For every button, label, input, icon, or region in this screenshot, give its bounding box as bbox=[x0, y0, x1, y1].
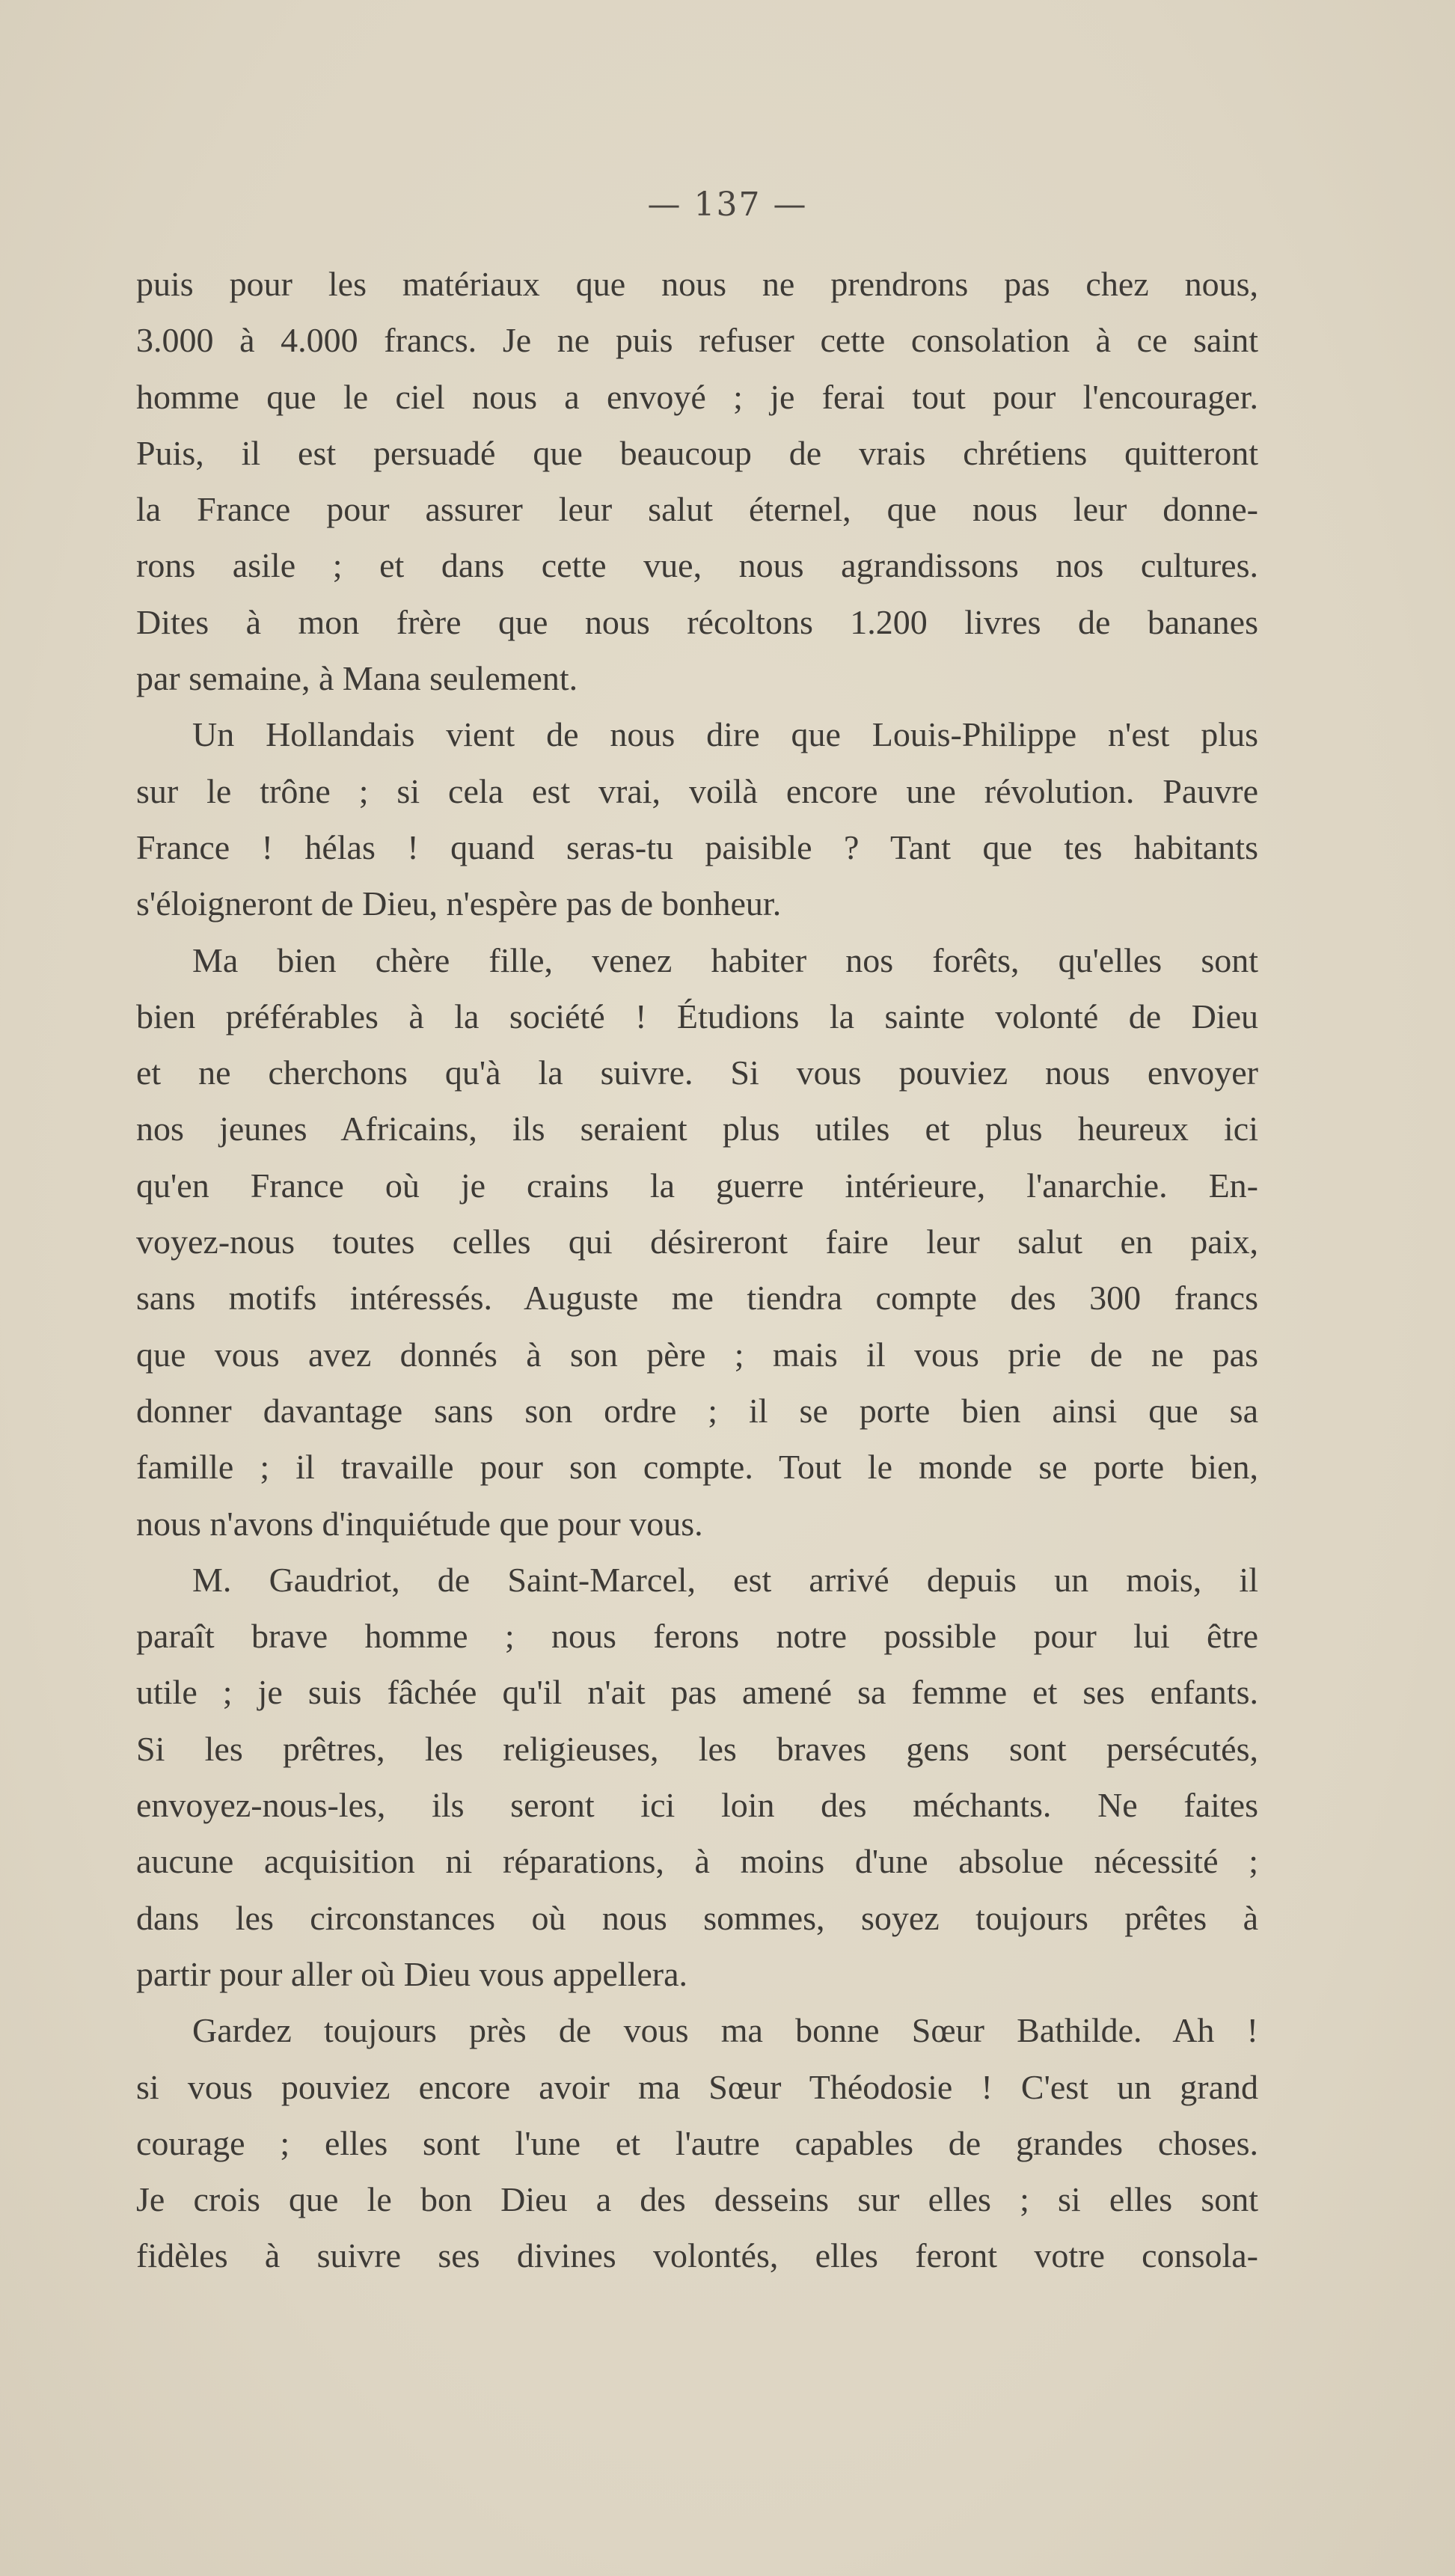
text-line: que vous avez donnés à son père ; mais il vous prie de ne pas bbox=[136, 1335, 1258, 1374]
text-line: fidèles à suivre ses divines volontés, elles feront votre consola- bbox=[136, 2236, 1258, 2275]
body-text bbox=[136, 256, 1258, 2284]
text-line: homme que le ciel nous a envoyé ; je ferai tout pour l'encourager. bbox=[136, 377, 1258, 416]
text-line: utile ; je suis fâchée qu'il n'ait pas amené sa femme et ses enfants. bbox=[136, 1673, 1258, 1712]
text-line: envoyez-nous-les, ils seront ici loin des méchants. Ne faites bbox=[136, 1786, 1258, 1825]
text-line: par semaine, à Mana seulement. bbox=[136, 659, 578, 698]
text-line: courage ; elles sont l'une et l'autre capables de grandes choses. bbox=[136, 2123, 1258, 2162]
paragraph-3 bbox=[136, 932, 1258, 1552]
text-line: Puis, il est persuadé que beaucoup de vrais chrétiens quitteront bbox=[136, 433, 1258, 472]
text-line: bien préférables à la société ! Étudions la sainte volonté de Dieu bbox=[136, 997, 1258, 1035]
paragraph-5 bbox=[136, 2002, 1258, 2283]
text-line: voyez-nous toutes celles qui désireront faire leur salut en paix, bbox=[136, 1223, 1258, 1261]
text-line: s'éloigneront de Dieu, n'espère pas de bonheur. bbox=[136, 884, 782, 923]
text-line: M. Gaudriot, de Saint-Marcel, est arrivé depuis un mois, il bbox=[192, 1560, 1258, 1599]
text-line: la France pour assurer leur salut éternel, que nous leur donne- bbox=[136, 490, 1258, 529]
page-number: — 137 — bbox=[647, 186, 808, 224]
text-line: et ne cherchons qu'à la suivre. Si vous pouviez nous envoyer bbox=[136, 1053, 1258, 1092]
text-line: aucune acquisition ni réparations, à moins d'une absolue nécessité ; bbox=[136, 1842, 1258, 1881]
paragraph-4 bbox=[136, 1552, 1258, 2002]
text-line: Si les prêtres, les religieuses, les braves gens sont persécutés, bbox=[136, 1729, 1258, 1768]
text-line: nous n'avons d'inquiétude que pour vous. bbox=[136, 1504, 703, 1543]
text-line: donner davantage sans son ordre ; il se porte bien ainsi que sa bbox=[136, 1391, 1258, 1430]
text-line: Dites à mon frère que nous récoltons 1.200 livres de bananes bbox=[136, 602, 1258, 641]
text-line: paraît brave homme ; nous ferons notre possible pour lui être bbox=[136, 1617, 1258, 1656]
text-line: sans motifs intéressés. Auguste me tiendra compte des 300 francs bbox=[136, 1279, 1258, 1318]
text-line: si vous pouviez encore avoir ma Sœur Théodosie ! C'est un grand bbox=[136, 2067, 1258, 2106]
paragraph-2 bbox=[136, 706, 1258, 931]
text-line: dans les circonstances où nous sommes, soyez toujours prêtes à bbox=[136, 1898, 1258, 1937]
text-line: Un Hollandais vient de nous dire que Louis-Philippe n'est plus bbox=[192, 715, 1258, 754]
paragraph-1 bbox=[136, 256, 1258, 706]
text-line: Je crois que le bon Dieu a des desseins sur elles ; si elles sont bbox=[136, 2180, 1258, 2219]
text-line: qu'en France où je crains la guerre intérieure, l'anarchie. En- bbox=[136, 1166, 1258, 1205]
text-line: Ma bien chère fille, venez habiter nos forêts, qu'elles sont bbox=[192, 940, 1258, 979]
text-line: nos jeunes Africains, ils seraient plus utiles et plus heureux ici bbox=[136, 1110, 1258, 1148]
text-line: 3.000 à 4.000 francs. Je ne puis refuser cette consolation à ce saint bbox=[136, 321, 1258, 360]
text-line: rons asile ; et dans cette vue, nous agrandissons nos cultures. bbox=[136, 546, 1258, 585]
text-line: sur le trône ; si cela est vrai, voilà encore une révolution. Pauvre bbox=[136, 771, 1258, 810]
text-line: puis pour les matériaux que nous ne prendrons pas chez nous, bbox=[136, 265, 1258, 303]
text-line: famille ; il travaille pour son compte. Tout le monde se porte bien, bbox=[136, 1448, 1258, 1487]
text-line: partir pour aller où Dieu vous appellera. bbox=[136, 1954, 688, 1993]
text-line: Gardez toujours près de vous ma bonne Sœur Bathilde. Ah ! bbox=[192, 2011, 1258, 2050]
text-line: France ! hélas ! quand seras-tu paisible ? Tant que tes habitants bbox=[136, 827, 1258, 866]
